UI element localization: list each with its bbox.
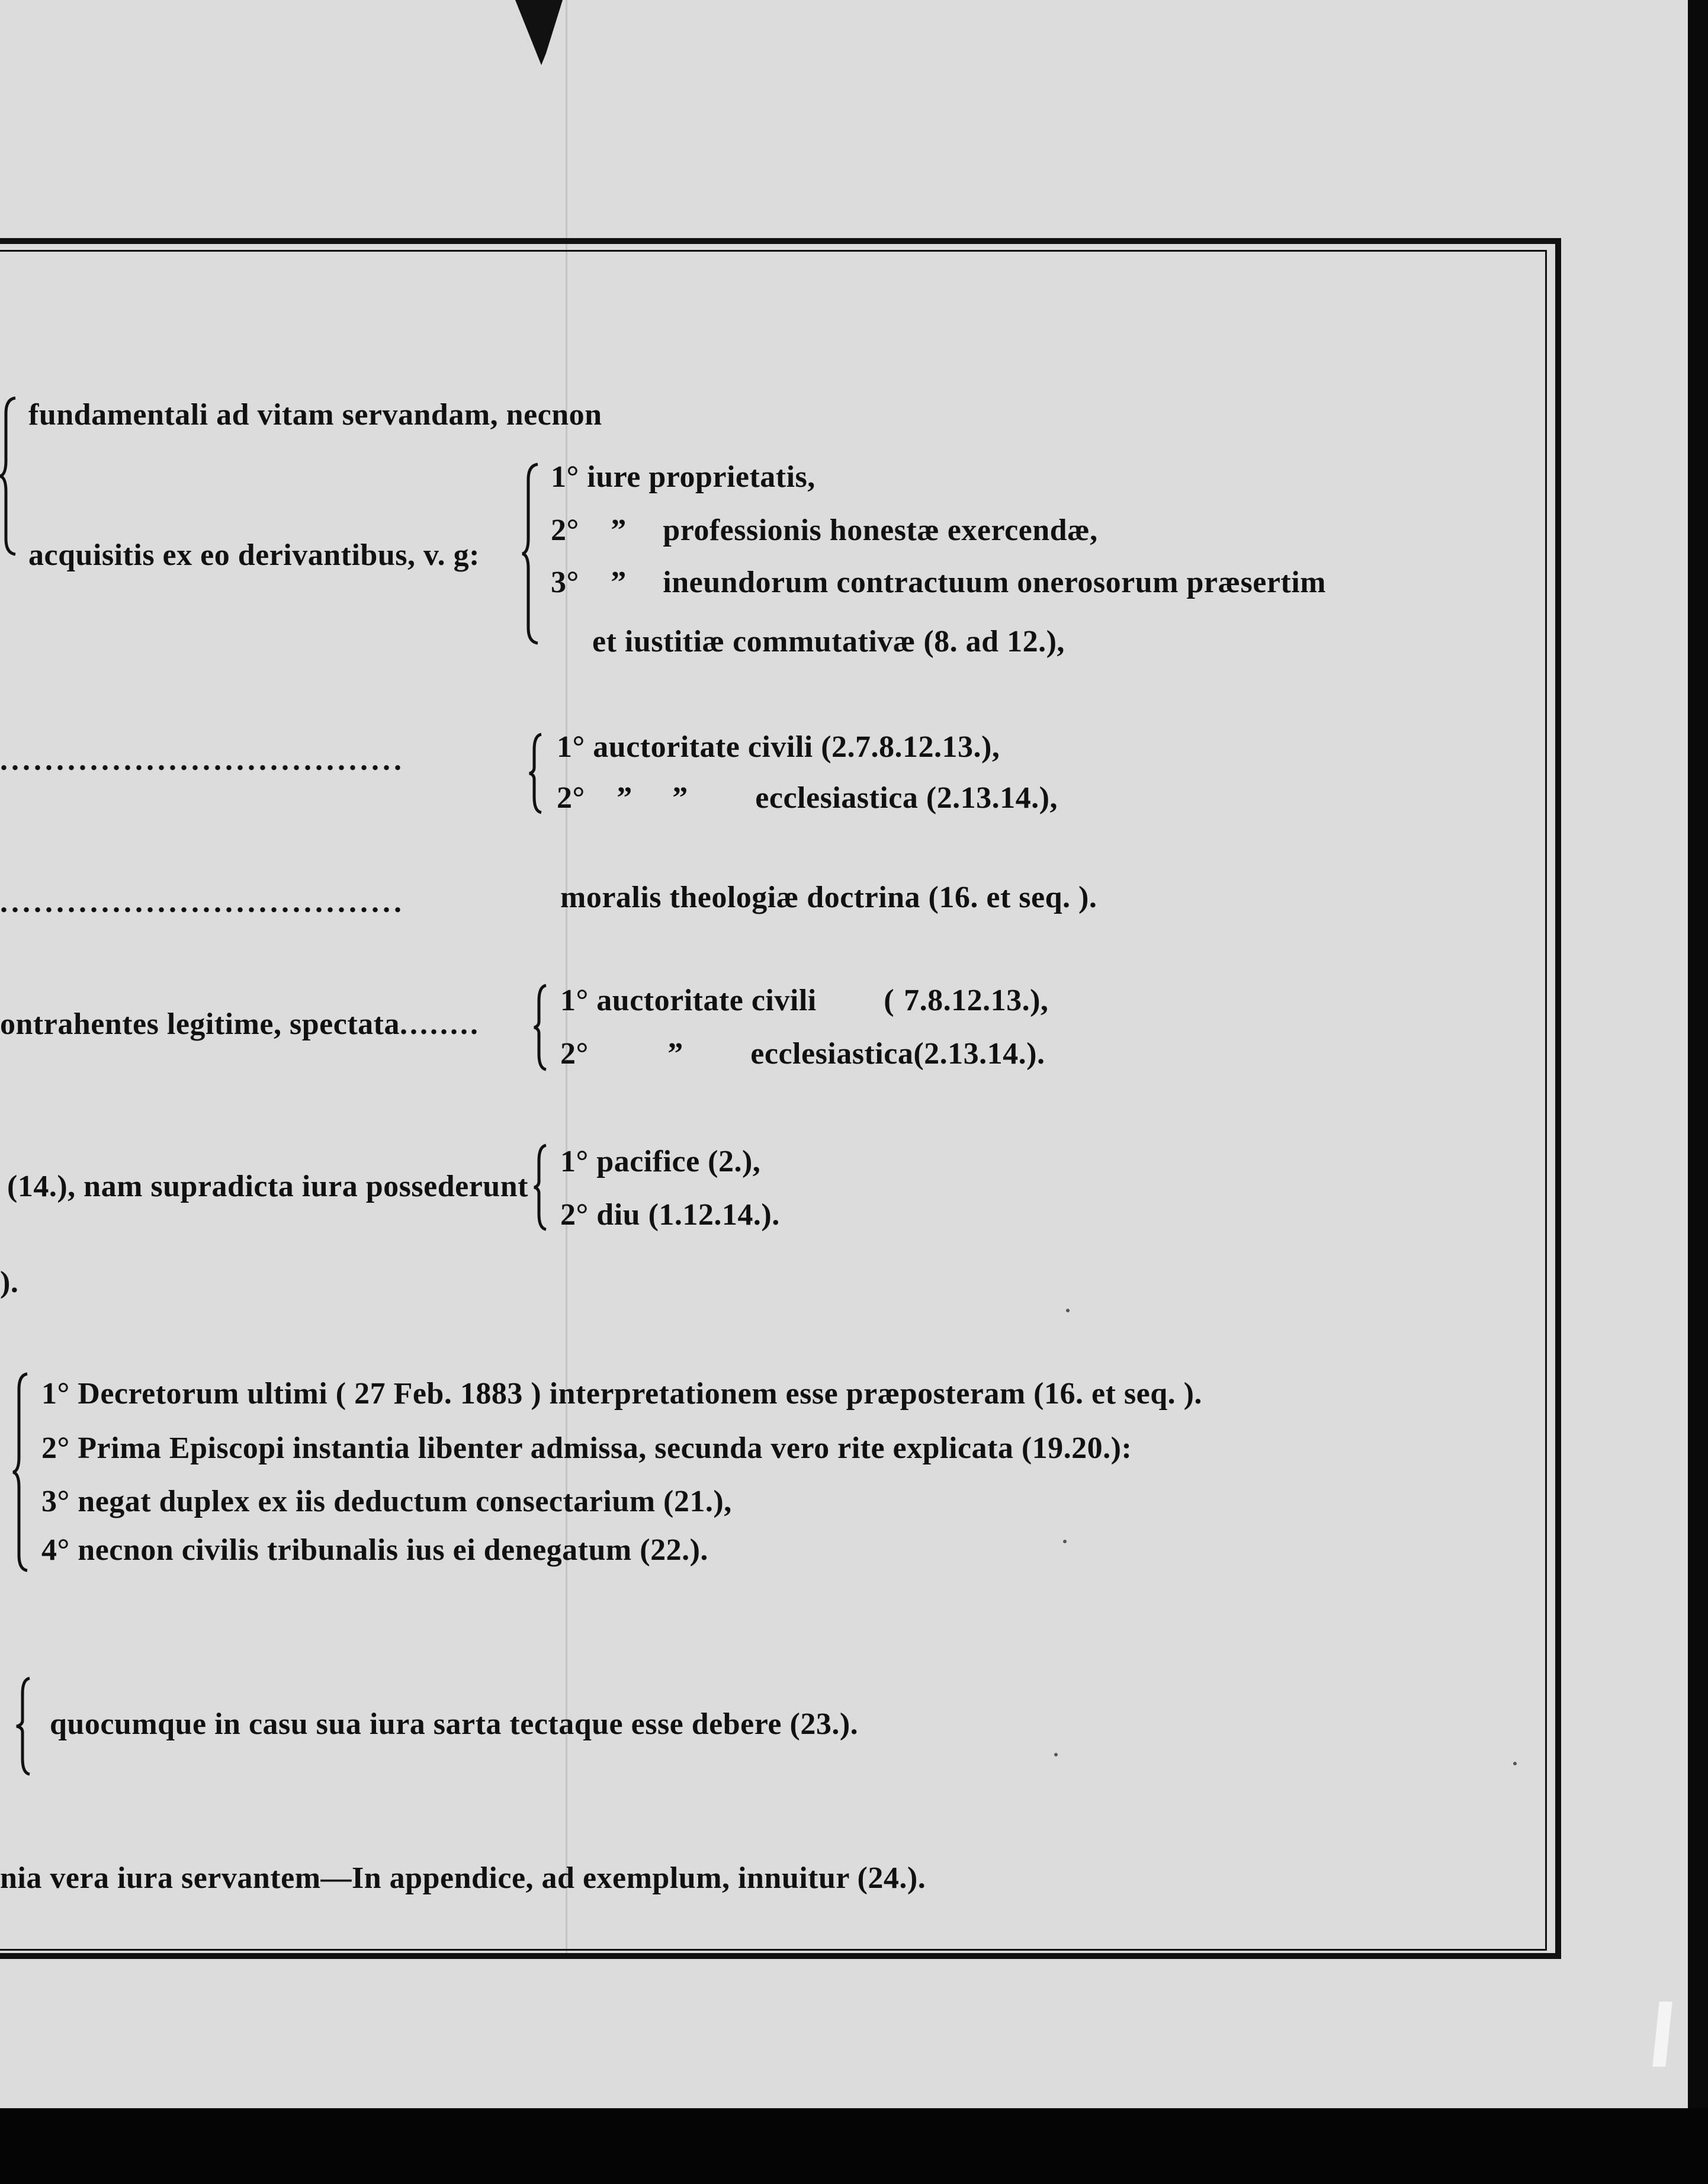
leader-dots-2: .................................... xyxy=(0,885,405,919)
text-end: ). xyxy=(839,1707,859,1741)
line-pacifice xyxy=(560,1146,760,1177)
text: ), nam supradicta iura possederunt xyxy=(57,1170,528,1203)
text: 1° pacifice ( xyxy=(560,1145,718,1178)
ref-number: 2.7.8.12.13. xyxy=(831,730,982,764)
text-end: ): xyxy=(1110,1431,1132,1465)
text: 2° diu ( xyxy=(560,1198,659,1232)
ditto-marks: ” ” xyxy=(617,781,688,815)
brace-pacifice xyxy=(533,1143,548,1232)
ref-number: 2.13.14. xyxy=(936,781,1039,815)
line-iure-proprietatis: 1° iure proprietatis, xyxy=(551,460,816,494)
text-end: ). xyxy=(907,1861,926,1895)
text-end: et seq. ). xyxy=(1083,1377,1202,1411)
ditto-mark: ” xyxy=(611,566,627,599)
ordinal: 2° xyxy=(551,513,579,547)
line-decretorum xyxy=(41,1379,1202,1409)
text: ecclesiastica( xyxy=(750,1037,924,1071)
text: ecclesiastica ( xyxy=(755,781,937,815)
text: professionis honestæ exercendæ, xyxy=(663,513,1098,547)
text-end: ), xyxy=(981,730,1000,764)
line-ecclesiastica-2 xyxy=(560,1039,1045,1069)
text: ineundorum contractuum onerosorum præsertim xyxy=(663,566,1326,599)
line-professionis xyxy=(551,515,1098,546)
ref-number: 7.8.12.13. xyxy=(904,984,1030,1017)
line-auctoritate-civili-2 xyxy=(560,985,1048,1016)
text: moralis theologiæ doctrina ( xyxy=(560,881,939,914)
line-auctoritate-civili-1 xyxy=(557,732,1000,763)
ref-number: 24. xyxy=(868,1861,907,1895)
ref-number: 22. xyxy=(650,1533,690,1567)
text-end: ), xyxy=(713,1485,732,1518)
ref-number: 2.13.14. xyxy=(924,1037,1027,1071)
line-fundamentali: fundamentali ad vitam servandam, necnon xyxy=(28,398,602,432)
line-quocumque xyxy=(50,1709,858,1740)
text-end: ), xyxy=(1030,984,1049,1017)
paren: ( xyxy=(884,984,895,1017)
ref-number: 1.12.14. xyxy=(659,1198,762,1232)
text-end: ), xyxy=(741,1145,761,1178)
text: 4° necnon civilis tribunalis ius ei denegatum ( xyxy=(41,1533,651,1567)
line-contrahentes xyxy=(0,1009,480,1040)
text: 1° auctoritate civili xyxy=(560,984,817,1017)
ordinal: 2° xyxy=(560,1037,589,1071)
ordinal: 2° xyxy=(557,781,585,815)
line-ecclesiastica-1 xyxy=(557,783,1058,814)
scan-speck xyxy=(1066,1309,1070,1312)
line-iustitiae xyxy=(592,627,1065,657)
ref-number: 2. xyxy=(718,1145,742,1178)
text: 1° auctoritate civili ( xyxy=(557,730,832,764)
brace-auctoritate-2 xyxy=(533,983,548,1072)
leader-dots-1: .................................... xyxy=(0,743,405,777)
text-end: ), xyxy=(1039,781,1058,815)
ref-number: 19.20. xyxy=(1032,1431,1111,1465)
text-end: ). xyxy=(1026,1037,1045,1071)
brace-decretorum xyxy=(12,1372,30,1573)
ref-number: 14. xyxy=(17,1170,57,1203)
ref-number: 23. xyxy=(800,1707,840,1741)
brace-section-1 xyxy=(0,396,18,557)
text-end: ), xyxy=(1046,625,1065,659)
line-ineundorum xyxy=(551,567,1326,598)
table-frame-inner xyxy=(0,250,1547,1951)
brace-quocumque xyxy=(15,1676,32,1777)
ordinal: 3° xyxy=(551,566,579,599)
line-close-paren: ). xyxy=(0,1266,19,1299)
line-acquisitis: acquisitis ex eo derivantibus, v. g: xyxy=(28,538,480,572)
line-negat-duplex xyxy=(41,1486,732,1517)
line-appendice xyxy=(0,1863,926,1894)
ref-number: 16. xyxy=(1044,1377,1084,1411)
line-moralis xyxy=(560,882,1097,913)
text-end: et seq. ). xyxy=(978,881,1097,914)
leader-dots-3: ........ xyxy=(399,1007,480,1041)
scan-speck xyxy=(1054,1753,1058,1756)
brace-auctoritate-1 xyxy=(528,732,544,815)
text: nia vera iura servantem—In appendice, ad exemplum, innuitur ( xyxy=(0,1861,868,1895)
brace-acquisitis xyxy=(522,462,540,645)
text: 1° Decretorum ultimi ( 27 Feb. 1883 ) interpretationem esse præposteram ( xyxy=(41,1377,1044,1411)
scan-border-right xyxy=(1688,0,1708,2184)
text: et iustitiæ commutativæ ( xyxy=(592,625,935,659)
text-end: ). xyxy=(761,1198,780,1232)
text-end: ). xyxy=(689,1533,708,1567)
ditto-mark: ” xyxy=(611,513,627,547)
ditto-mark: ” xyxy=(667,1037,683,1071)
text: ontrahentes legitime, spectata xyxy=(0,1007,400,1041)
line-prima-episcopi xyxy=(41,1433,1132,1464)
ref-number: 16. xyxy=(939,881,978,914)
ref-number: 21. xyxy=(673,1485,714,1518)
line-civilis-tribunalis xyxy=(41,1535,708,1566)
text: 2° Prima Episcopi instantia libenter admissa, secunda vero rite explicata ( xyxy=(41,1431,1032,1465)
scan-speck xyxy=(1063,1540,1067,1543)
text: quocumque in casu sua iura sarta tectaque esse debere ( xyxy=(50,1707,801,1741)
scan-speck xyxy=(1513,1762,1517,1765)
fold-notch-icon xyxy=(515,0,563,65)
scan-border-bottom xyxy=(0,2108,1708,2184)
ref-number: 8. ad 12. xyxy=(934,625,1046,659)
line-possederunt xyxy=(7,1171,528,1202)
text: 3° negat duplex ex iis deductum consectarium ( xyxy=(41,1485,674,1518)
line-diu xyxy=(560,1200,780,1231)
paren: ( xyxy=(7,1170,18,1203)
